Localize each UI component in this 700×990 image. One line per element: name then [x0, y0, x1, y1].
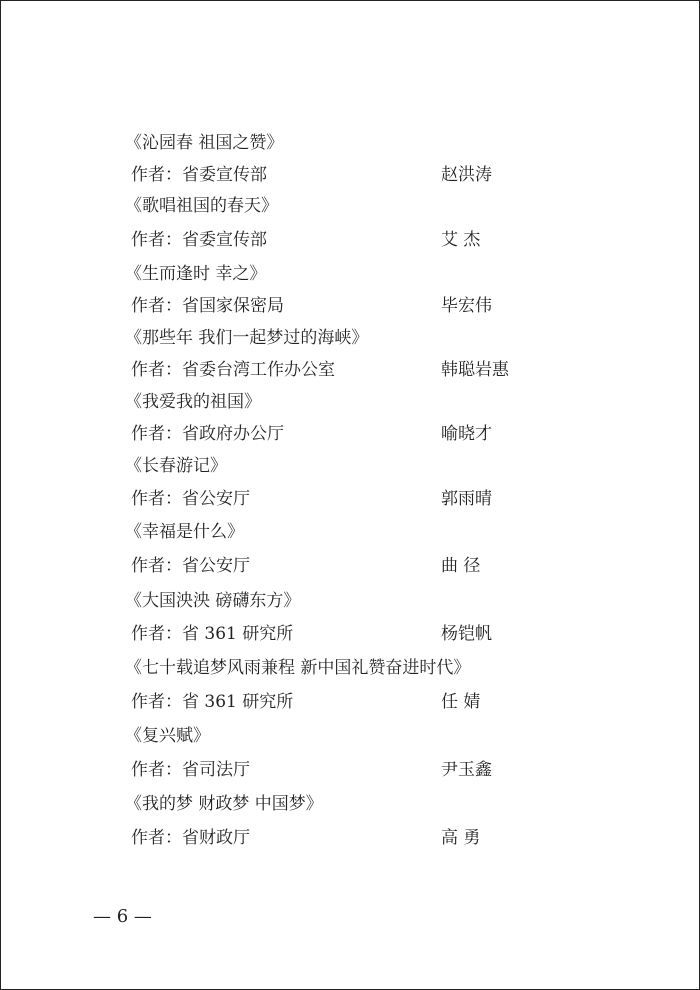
entry-author-unit: 作者：省公安厅 — [131, 489, 250, 509]
entry-author-name: 喻晓才 — [441, 424, 492, 444]
entry-title: 《我的梦 财政梦 中国梦》 — [125, 794, 323, 814]
entry-author-name: 韩聪岩惠 — [441, 360, 509, 380]
entry-author-unit: 作者：省委宣传部 — [131, 230, 267, 250]
entry-title: 《歌唱祖国的春天》 — [125, 196, 278, 216]
entry-author-unit: 作者：省委宣传部 — [131, 165, 267, 185]
entry-title: 《长春游记》 — [125, 456, 227, 476]
page-number: — 6 — — [93, 906, 152, 927]
entry-author-unit: 作者：省 361 研究所 — [131, 624, 294, 644]
entry-author-name: 曲 径 — [441, 556, 481, 576]
entry-author-unit: 作者：省 361 研究所 — [131, 692, 294, 712]
entry-title: 《那些年 我们一起梦过的海峡》 — [125, 328, 369, 348]
entry-author-unit: 作者：省司法厅 — [131, 760, 250, 780]
entry-author-unit: 作者：省公安厅 — [131, 556, 250, 576]
entry-author-unit: 作者：省政府办公厅 — [131, 424, 284, 444]
entry-author-name: 赵洪涛 — [441, 165, 492, 185]
entry-author-name: 任 婧 — [441, 692, 481, 712]
entry-author-name: 尹玉鑫 — [441, 760, 492, 780]
entry-author-unit: 作者：省委台湾工作办公室 — [131, 360, 335, 380]
entry-author-name: 郭雨晴 — [441, 489, 492, 509]
entry-author-unit: 作者：省财政厅 — [131, 828, 250, 848]
entry-title: 《复兴赋》 — [125, 726, 210, 746]
entry-title: 《大国泱泱 磅礴东方》 — [125, 591, 301, 611]
entry-title: 《沁园春 祖国之赞》 — [125, 133, 284, 153]
entry-title: 《幸福是什么》 — [125, 522, 244, 542]
entry-title: 《七十载追梦风雨兼程 新中国礼赞奋进时代》 — [125, 658, 471, 678]
entry-author-unit: 作者：省国家保密局 — [131, 296, 284, 316]
entry-title: 《生而逢时 幸之》 — [125, 264, 267, 284]
entry-title: 《我爱我的祖国》 — [125, 392, 261, 412]
entry-author-name: 毕宏伟 — [441, 296, 492, 316]
entry-author-name: 高 勇 — [441, 828, 481, 848]
entry-author-name: 艾 杰 — [441, 230, 481, 250]
entry-list — [1, 1, 699, 989]
entry-author-name: 杨铠帆 — [441, 624, 492, 644]
